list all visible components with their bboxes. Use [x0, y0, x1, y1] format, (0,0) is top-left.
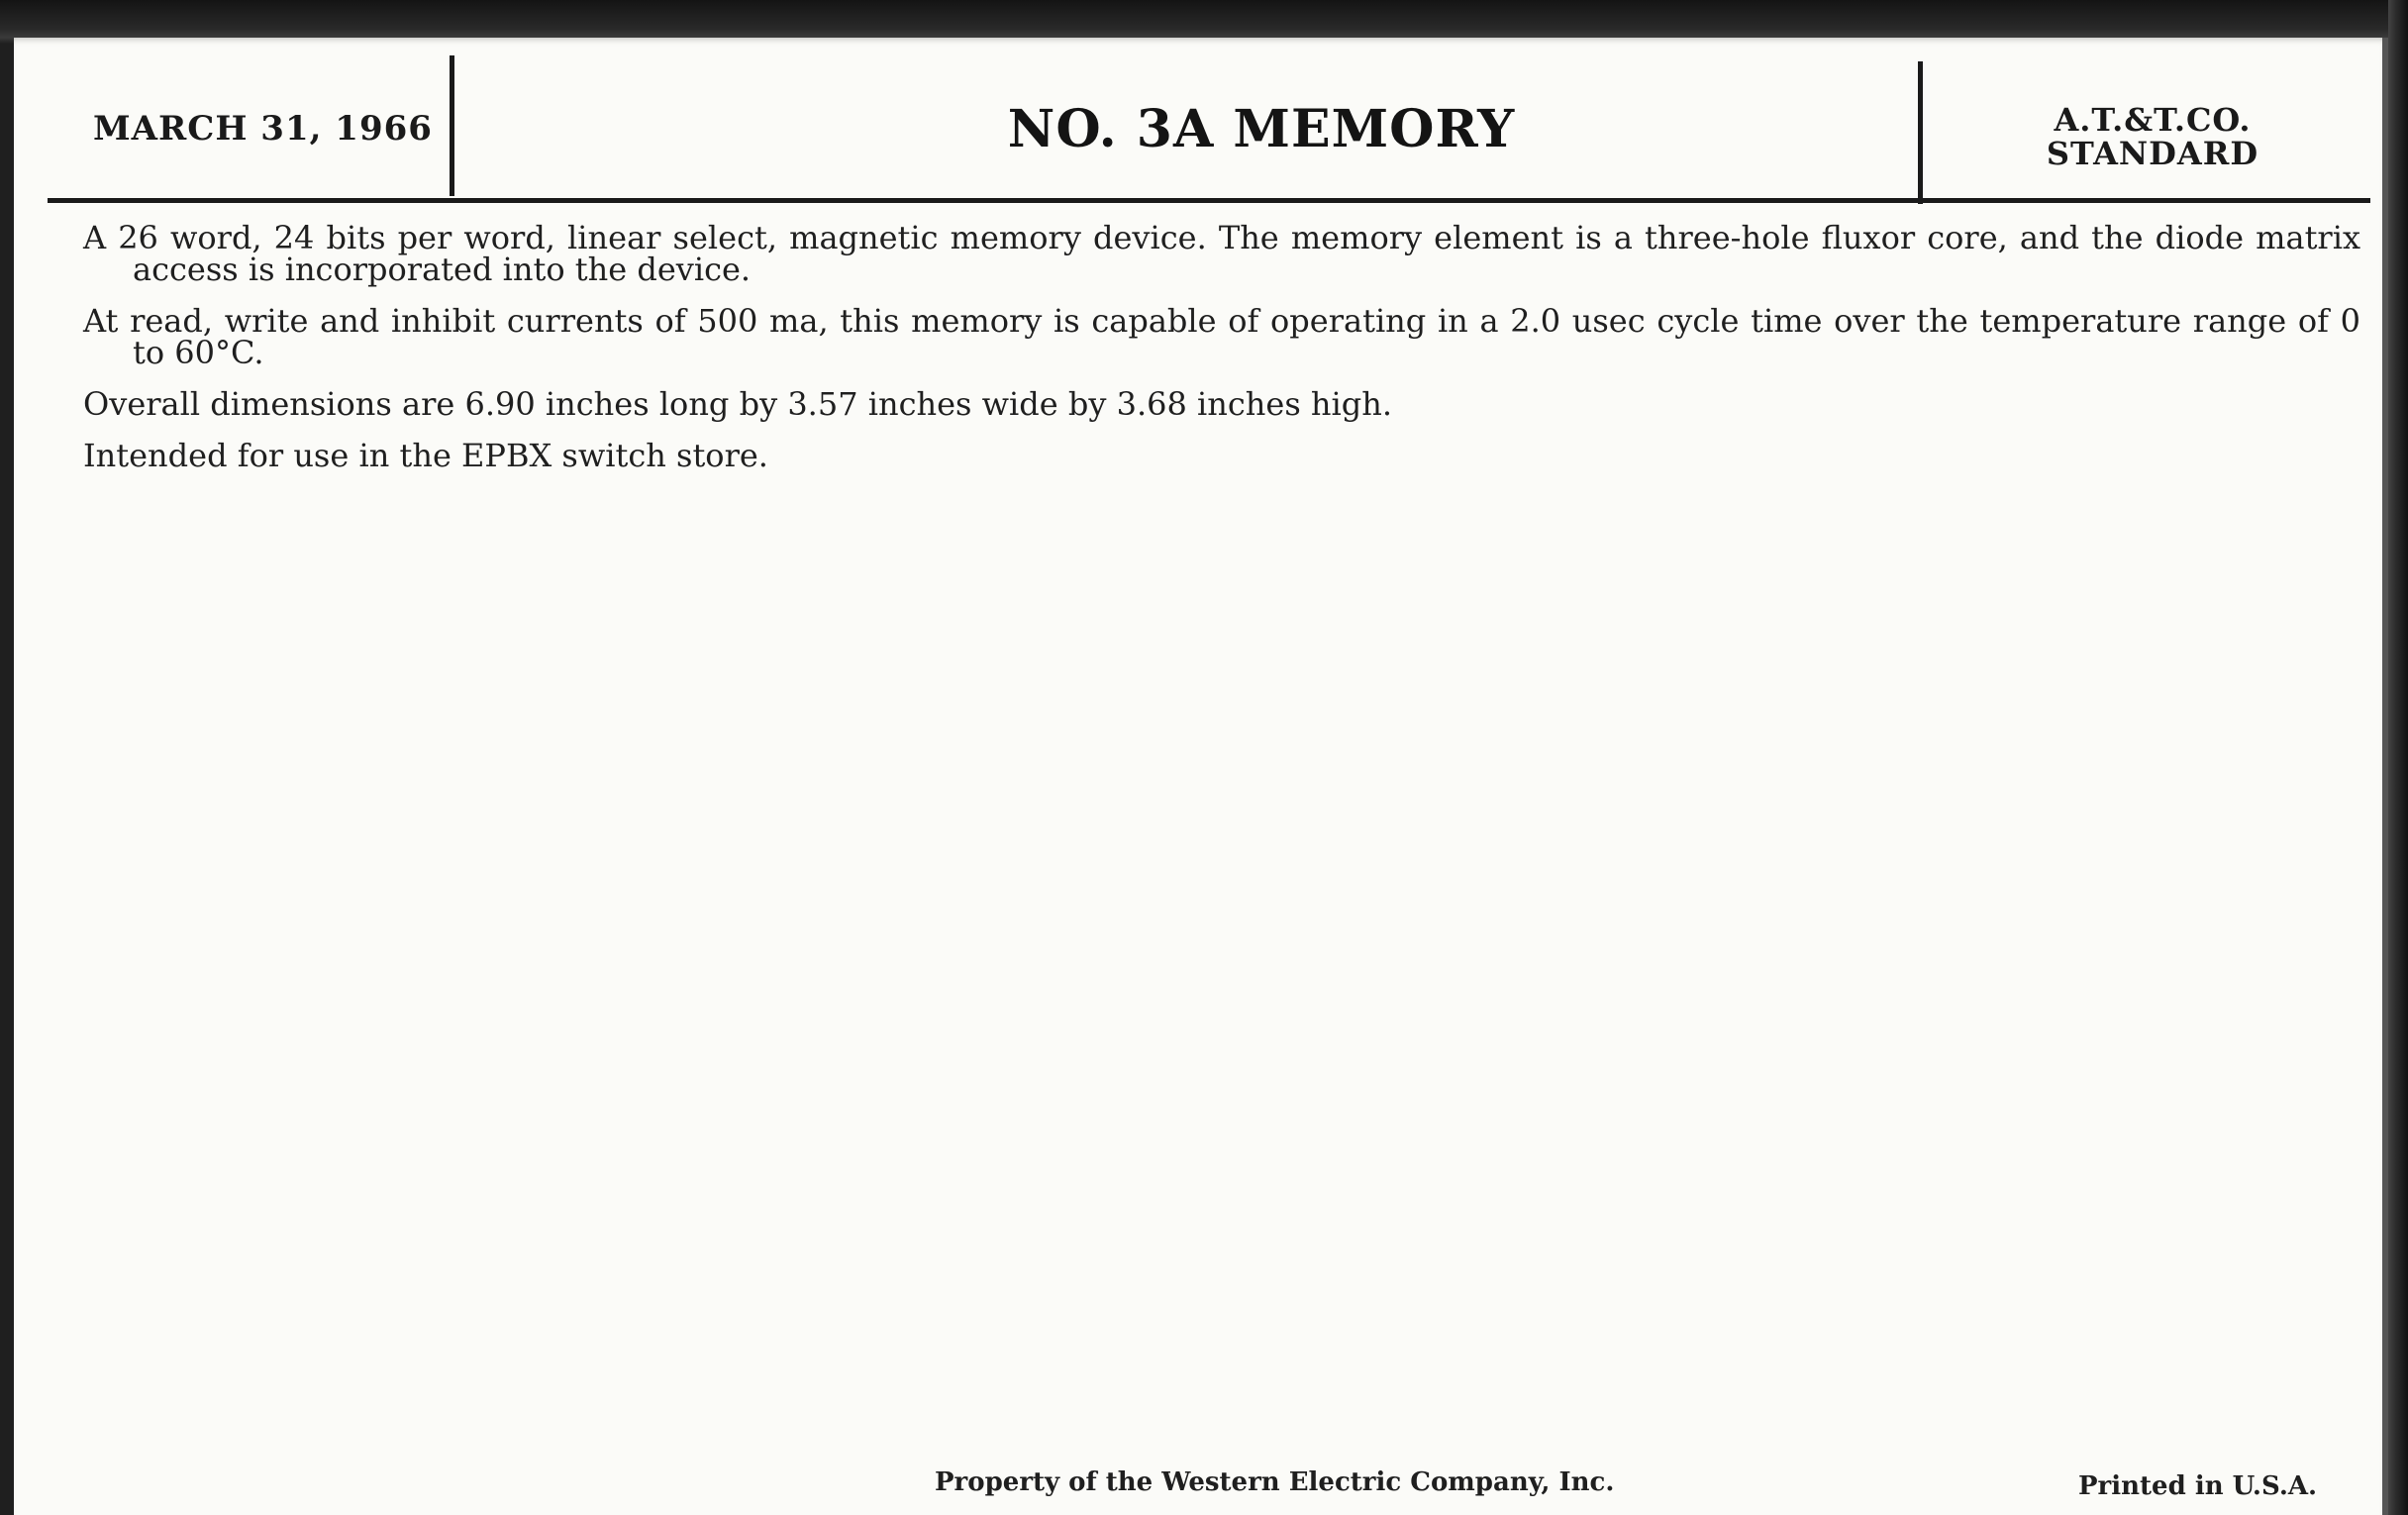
document-date: MARCH 31, 1966: [93, 109, 433, 149]
standard-label: [1984, 103, 2321, 170]
document-title: NO. 3A MEMORY: [1007, 99, 1516, 159]
paragraph-description: A 26 word, 24 bits per word, linear select, magnetic memory device. The memory element is a three-hole fluxor core, and the diode matrix access is incorporated into the device.: [83, 219, 2360, 288]
footer-printed-in: Printed in U.S.A.: [2078, 1471, 2318, 1501]
scan-right-edge: [2388, 0, 2408, 1515]
paragraph-dimensions: Overall dimensions are 6.90 inches long by 3.57 inches wide by 3.68 inches high.: [83, 385, 1393, 423]
paragraph-operation: At read, write and inhibit currents of 500 ma, this memory is capable of operating in a 2.0 usec cycle time over the temperature range of 0 to 60°C.: [83, 302, 2360, 371]
header-divider-left: [450, 55, 454, 196]
document-body: [83, 219, 2360, 491]
footer-property-notice: Property of the Western Electric Company, Inc.: [935, 1467, 1615, 1497]
header-rule: [48, 198, 2370, 203]
standard-label-line2: STANDARD: [2046, 135, 2259, 172]
standard-label-line1: A.T.&T.CO.: [2054, 101, 2252, 139]
header-divider-right: [1918, 61, 1923, 204]
document-card: [14, 38, 2388, 1515]
paragraph-intended-use: Intended for use in the EPBX switch store.: [83, 437, 768, 474]
